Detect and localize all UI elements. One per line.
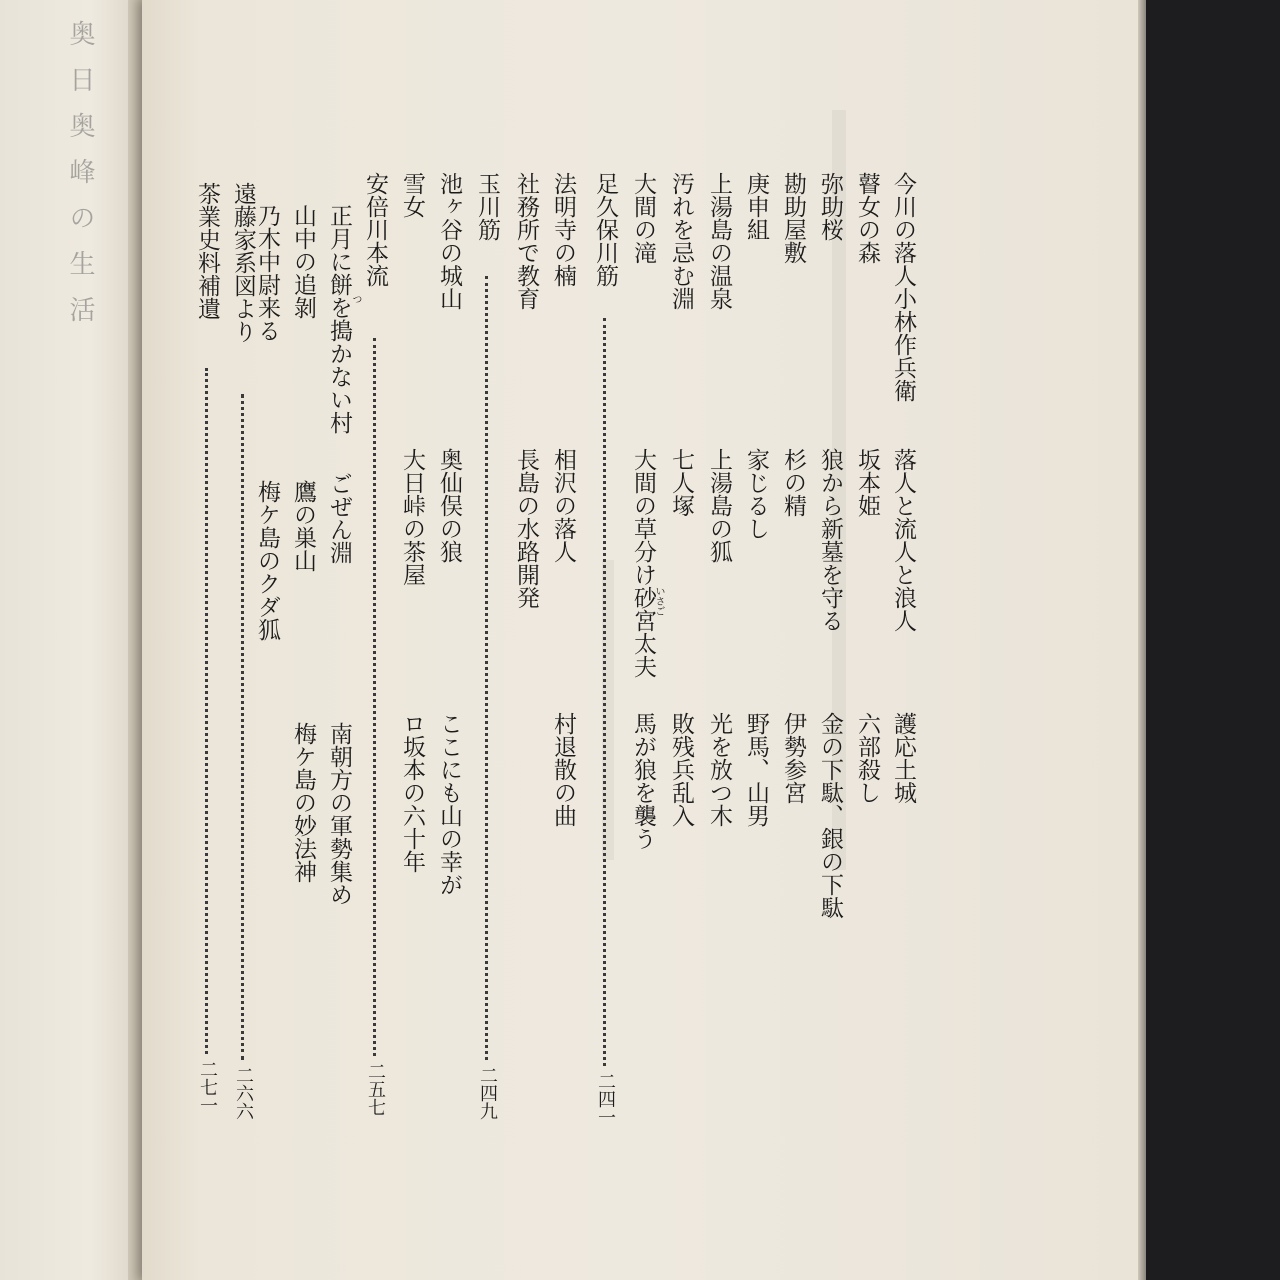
toc-column bbox=[397, 0, 427, 1280]
toc-column bbox=[628, 0, 664, 1280]
toc-entry[interactable]: ここにも山の幸が bbox=[436, 712, 462, 896]
toc-section-title[interactable]: 玉川筋 bbox=[474, 172, 500, 241]
toc-entry[interactable]: 大間の草分け砂宮太夫 bbox=[630, 448, 656, 678]
toc-entry[interactable]: 長島の水路開発 bbox=[513, 448, 539, 609]
page-edge bbox=[1138, 0, 1146, 1280]
toc-column bbox=[778, 0, 808, 1280]
toc-entry[interactable]: 勘助屋敷 bbox=[780, 172, 806, 264]
toc-section-column bbox=[472, 0, 502, 1280]
toc-entry[interactable]: 七人塚 bbox=[668, 448, 694, 517]
toc-entry[interactable]: 光を放つ木 bbox=[706, 712, 732, 827]
toc-entry[interactable]: 金の下駄、銀の下駄 bbox=[817, 712, 843, 919]
dot-leader bbox=[241, 394, 244, 1060]
toc-entry[interactable]: 護応土城 bbox=[890, 712, 916, 804]
dot-leader bbox=[603, 318, 606, 1066]
toc-entry[interactable]: 奥仙俣の狼 bbox=[436, 448, 462, 563]
toc-entry[interactable]: 杉の精 bbox=[780, 448, 806, 517]
toc-section-column bbox=[590, 0, 620, 1280]
toc-entry[interactable]: ロ坂本の六十年 bbox=[399, 712, 425, 873]
toc-entry[interactable]: 落人と流人と浪人 bbox=[890, 448, 916, 632]
toc-entry[interactable]: 庚申組 bbox=[743, 172, 769, 241]
dot-leader bbox=[373, 338, 376, 1056]
page-number: 二七一 bbox=[197, 1060, 218, 1114]
toc-entry[interactable]: 村退散の曲 bbox=[550, 712, 576, 827]
toc-entry[interactable]: 大間の滝 bbox=[630, 172, 656, 264]
toc-entry[interactable]: 伊勢参宮 bbox=[780, 712, 806, 804]
page-number: 二四九 bbox=[477, 1066, 498, 1120]
toc-entry[interactable]: ごぜん淵 bbox=[326, 472, 352, 564]
toc-entry[interactable]: 上湯島の狐 bbox=[706, 448, 732, 563]
toc-entry[interactable]: 家じるし bbox=[743, 448, 769, 540]
toc-entry[interactable]: 相沢の落人 bbox=[550, 448, 576, 563]
toc-column bbox=[704, 0, 734, 1280]
dot-leader bbox=[205, 368, 208, 1054]
toc-entry[interactable]: 正月に餅を搗かない村 bbox=[326, 204, 352, 434]
toc-entry[interactable]: 汚れを忌む淵 bbox=[668, 172, 694, 310]
toc-section-column bbox=[360, 0, 390, 1280]
toc-entry[interactable]: 馬が狼を襲う bbox=[630, 712, 656, 850]
toc-entry[interactable]: 梅ケ島のクダ狐 bbox=[254, 480, 280, 641]
toc-entry[interactable]: 山中の追剝 bbox=[290, 204, 316, 319]
toc-entry[interactable]: 社務所で教育 bbox=[513, 172, 539, 310]
toc-entry[interactable]: 南朝方の軍勢集め bbox=[326, 722, 352, 906]
toc-column bbox=[288, 0, 318, 1280]
toc-entry[interactable]: 上湯島の温泉 bbox=[706, 172, 732, 310]
toc-entry[interactable]: 鷹の巣山 bbox=[290, 480, 316, 572]
toc-column bbox=[324, 0, 361, 1280]
toc-column bbox=[741, 0, 771, 1280]
toc-entry[interactable]: 大日峠の茶屋 bbox=[399, 448, 425, 586]
page-number: 二四一 bbox=[595, 1072, 616, 1126]
toc-entry[interactable]: 瞽女の森 bbox=[854, 172, 880, 264]
toc-entry[interactable]: 池ヶ谷の城山 bbox=[436, 172, 462, 310]
toc-column bbox=[666, 0, 696, 1280]
toc-section-title[interactable]: 茶業史料補遺 bbox=[194, 182, 220, 320]
toc-section-title[interactable]: 足久保川筋 bbox=[592, 172, 618, 287]
toc-column bbox=[548, 0, 578, 1280]
toc-entry[interactable]: 法明寺の楠 bbox=[550, 172, 576, 287]
dot-leader bbox=[485, 276, 488, 1060]
toc-entry[interactable]: 狼から新墓を守る bbox=[817, 448, 843, 632]
page-number: 二五七 bbox=[365, 1062, 386, 1116]
toc-column bbox=[852, 0, 882, 1280]
ruby-annotation: つ bbox=[350, 294, 361, 304]
toc-section-title[interactable]: 安倍川本流 bbox=[362, 172, 388, 287]
toc-section-column bbox=[192, 0, 222, 1280]
toc-entry[interactable]: 乃木中尉来る bbox=[254, 204, 280, 342]
toc-entry[interactable]: 弥助桜 bbox=[817, 172, 843, 241]
toc-entry[interactable]: 六部殺し bbox=[854, 712, 880, 804]
toc-entry[interactable]: 今川の落人小林作兵衛 bbox=[890, 172, 916, 402]
toc-column bbox=[511, 0, 541, 1280]
toc-entry[interactable]: 野馬、山男 bbox=[743, 712, 769, 827]
running-title: 奥日奥峰の生活 bbox=[65, 20, 95, 342]
toc-entry[interactable]: 敗残兵乱入 bbox=[668, 712, 694, 827]
ruby-annotation: いさご bbox=[653, 586, 664, 616]
toc-section-title[interactable]: 遠藤家系図より bbox=[230, 182, 256, 343]
toc-entry[interactable]: 坂本姫 bbox=[854, 448, 880, 517]
toc-column bbox=[888, 0, 918, 1280]
toc-column bbox=[815, 0, 845, 1280]
toc-entry[interactable]: 梅ケ島の妙法神 bbox=[290, 722, 316, 883]
toc-section-column bbox=[228, 0, 258, 1280]
page-number: 二六六 bbox=[233, 1066, 254, 1120]
toc-entry[interactable]: 雪女 bbox=[399, 172, 425, 218]
toc-column bbox=[434, 0, 464, 1280]
